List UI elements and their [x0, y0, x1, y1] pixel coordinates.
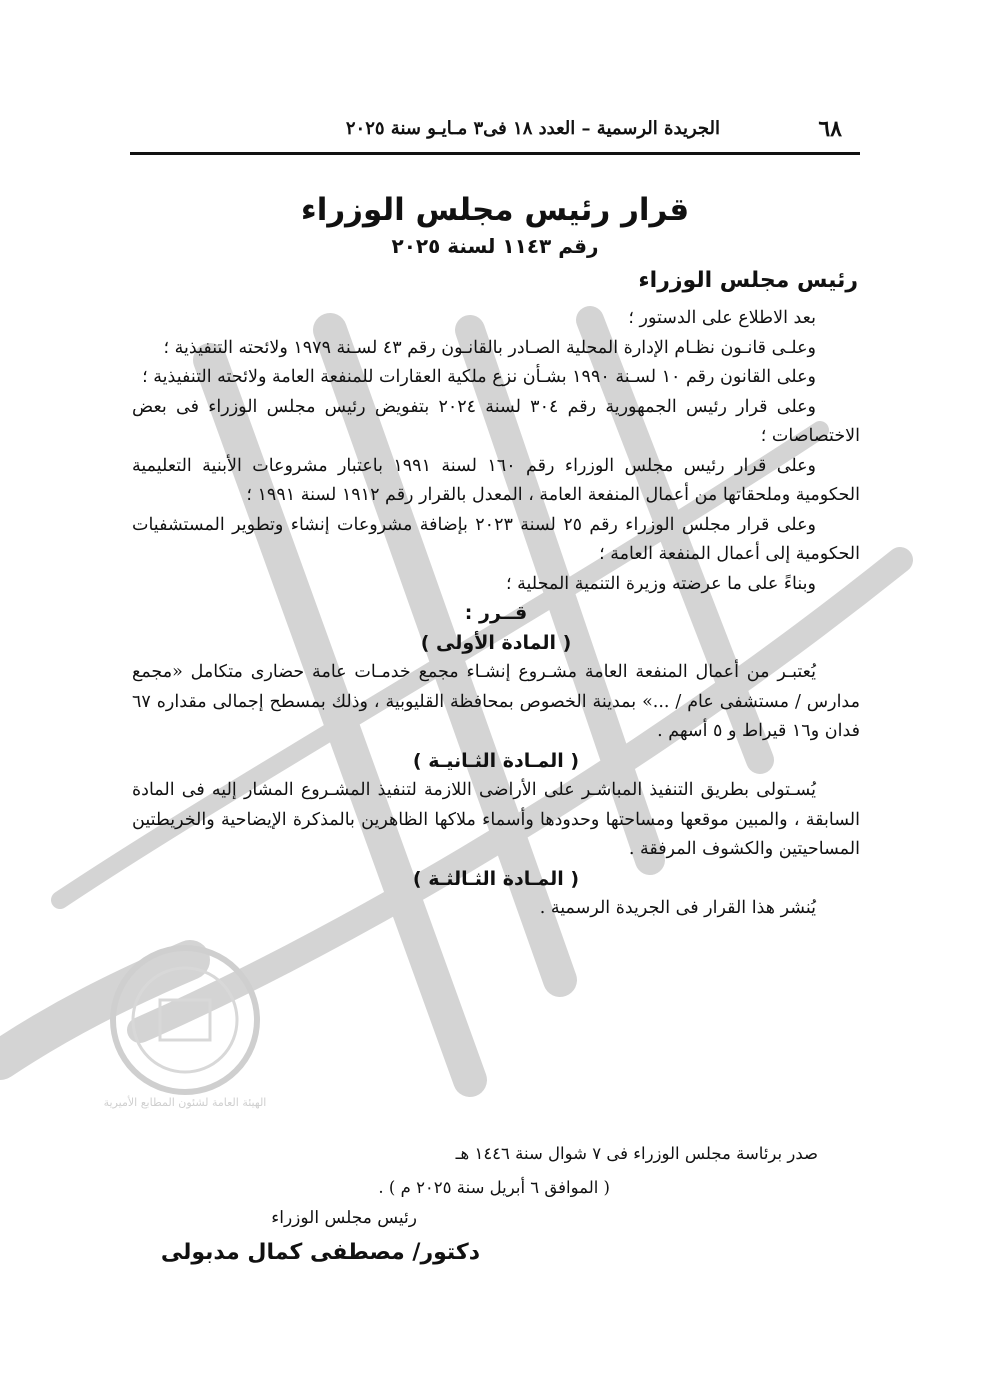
watermark-seal — [113, 948, 257, 1092]
issuance-date-hijri: صدر برئاسة مجلس الوزراء فى ٧ شوال سنة ١٤٤٦ هـ — [455, 1144, 818, 1163]
decree-number: رقم ١١٤٣ لسنة ٢٠٢٥ — [391, 234, 599, 258]
signer-name: دكتور/ مصطفى كمال مدبولى — [160, 1240, 480, 1265]
preamble-paragraph: وعلى القانون رقم ١٠ لسـنة ١٩٩٠ بشـأن نزع ملكية العقارات للمنفعة العامة ولائحته التنفيذية ؛ — [142, 367, 816, 387]
preamble-paragraph: وعلى قرار مجلس الوزراء رقم ٢٥ لسنة ٢٠٢٣ بإضافة مشروعات إنشاء وتطوير المستشفيات الحكومية إلى أعمال المنفعة العامة ؛ — [132, 514, 860, 564]
article-text: يُنشر هذا القرار فى الجريدة الرسمية . — [539, 898, 816, 918]
article-heading: ( المـادة الثـانيـة ) — [412, 749, 580, 772]
header-rule — [130, 152, 860, 155]
page-number: ٦٨ — [818, 116, 842, 142]
publication-line: الجريدة الرسمية – العدد ١٨ فى٣ مـايـو سنة ٢٠٢٥ — [345, 118, 720, 139]
preamble-paragraph: وعلى قرار رئيس مجلس الوزراء رقم ١٦٠ لسنة ١٩٩١ باعتبار مشروعات الأبنية التعليمية الحكومية وملحقاتها من أعمال المنفعة العامة ، المعدل بالقرار رقم ١٩١٢ لسنة ١٩٩١ ؛ — [132, 455, 860, 505]
article-text: يُعتبـر من أعمال المنفعة العامة مشـروع إنشـاء مجمع خدمـات عامة حضارى متكامل «مجمع مدارس / مستشفى عام / ...» بمدينة الخصوص بمحافظة القليوبية ، وذلك بمسطح إجمالى مقداره ٦٧ فدان و١٦ قيراط و ٥ أسهم . — [132, 662, 860, 741]
issuance-date-gregorian: ( الموافق ٦ أبريل سنة ٢٠٢٥ م ) . — [378, 1178, 610, 1197]
svg-text:الهيئة العامة لشئون المطابع ال: الهيئة العامة لشئون المطابع الأميرية — [103, 1096, 267, 1109]
article-heading: ( المـادة الثـالثـة ) — [412, 867, 580, 890]
preamble-paragraph: بعد الاطلاع على الدستور ؛ — [628, 308, 816, 328]
decree-issuer: رئيس مجلس الوزراء — [638, 268, 858, 293]
page-header — [130, 112, 860, 152]
decree-title: قرار رئيس مجلس الوزراء — [300, 192, 690, 228]
preamble-paragraph: وعلى قرار رئيس الجمهورية رقم ٣٠٤ لسنة ٢٠٢٤ بتفويض رئيس مجلس الوزراء فى بعض الاختصاصات ؛ — [132, 396, 860, 446]
preamble-paragraph: وعلـى قانـون نظـام الإدارة المحلية الصـادر بالقانـون رقم ٤٣ لسـنة ١٩٧٩ ولائحته التنفيذية ؛ — [163, 337, 816, 358]
article-text: يُسـتولى بطريق التنفيذ المباشـر على الأراضى اللازمة لتنفيذ المشـروع المشار إليه فى المادة السابقة ، والمبين موقعها ومساحتها وحدودها وأسماء ملاكها الظاهرين بالمذكرة الإيضاحية والخريطتين المساحيتين والكشوف المرفقة . — [132, 780, 860, 859]
signer-title: رئيس مجلس الوزراء — [271, 1208, 417, 1228]
decided-heading: قــرر : — [464, 602, 528, 624]
watermark-stroke — [0, 960, 190, 1060]
article-heading: ( المادة الأولى ) — [420, 631, 572, 654]
decree-body — [132, 304, 860, 924]
preamble-paragraph: وبناءً على ما عرضته وزيرة التنمية المحلية ؛ — [505, 573, 816, 594]
